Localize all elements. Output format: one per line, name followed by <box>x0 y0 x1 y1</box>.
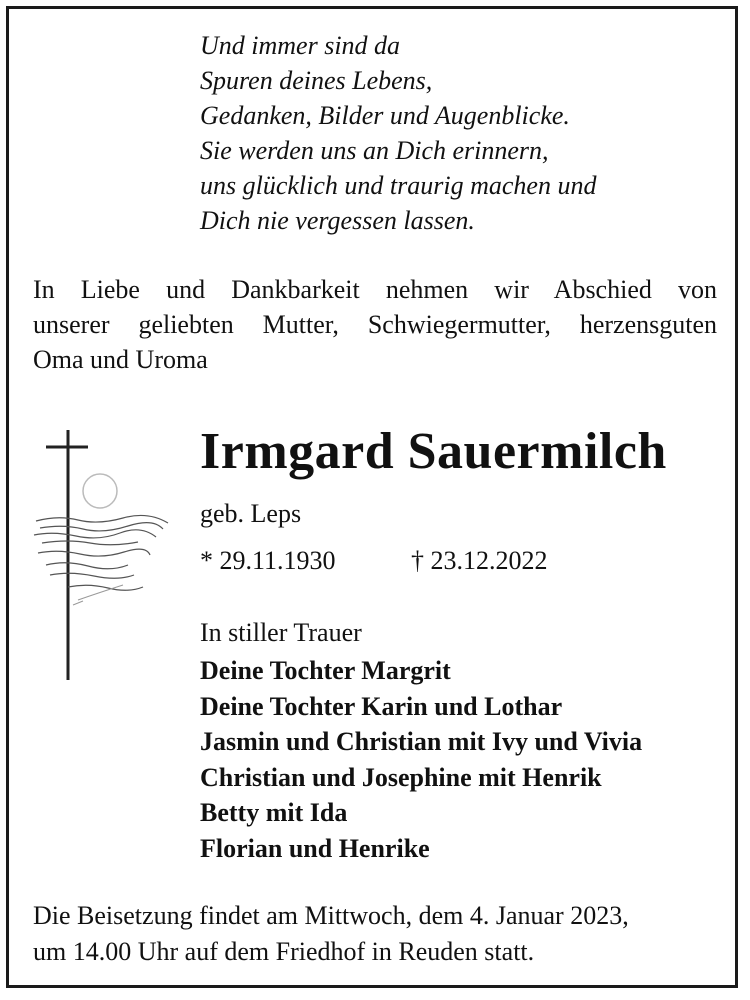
funeral-line: um 14.00 Uhr auf dem Friedhof in Reuden statt. <box>33 937 535 966</box>
poem-line: Gedanken, Bilder und Augenblicke. <box>200 101 570 130</box>
poem-line: Spuren deines Lebens, <box>200 66 433 95</box>
death-date: † 23.12.2022 <box>411 546 548 575</box>
maiden-name: geb. Leps <box>200 499 302 528</box>
poem-line: Und immer sind da <box>200 31 401 60</box>
mourner: Jasmin und Christian mit Ivy und Vivia <box>200 727 643 756</box>
intro-line: In Liebe und Dankbarkeit nehmen wir Abschied von <box>33 275 717 304</box>
funeral-notice <box>33 898 629 970</box>
mourner: Florian und Henrike <box>200 833 430 863</box>
mourning-label: In stiller Trauer <box>200 618 362 647</box>
poem-line: uns glücklich und traurig machen und <box>200 171 597 200</box>
mourner: Betty mit Ida <box>200 798 348 827</box>
poem <box>200 28 596 238</box>
mourner: Deine Tochter Karin und Lothar <box>200 691 563 721</box>
intro-line: unserer geliebten Mutter, Schwiegermutter, herzensguten <box>33 310 717 339</box>
birth-date: * 29.11.1930 <box>200 546 336 575</box>
intro-line: Oma und Uroma <box>33 345 208 374</box>
mourners-list <box>200 653 642 866</box>
intro-paragraph <box>33 272 717 377</box>
funeral-line: Die Beisetzung findet am Mittwoch, dem 4. Januar 2023, <box>33 901 629 930</box>
poem-line: Dich nie vergessen lassen. <box>200 206 475 235</box>
poem-line: Sie werden uns an Dich erinnern, <box>200 136 549 165</box>
mourner: Christian und Josephine mit Henrik <box>200 762 602 792</box>
deceased-name: Irmgard Sauermilch <box>200 423 667 480</box>
mourner: Deine Tochter Margrit <box>200 656 451 685</box>
cross-landscape-icon <box>28 425 178 685</box>
